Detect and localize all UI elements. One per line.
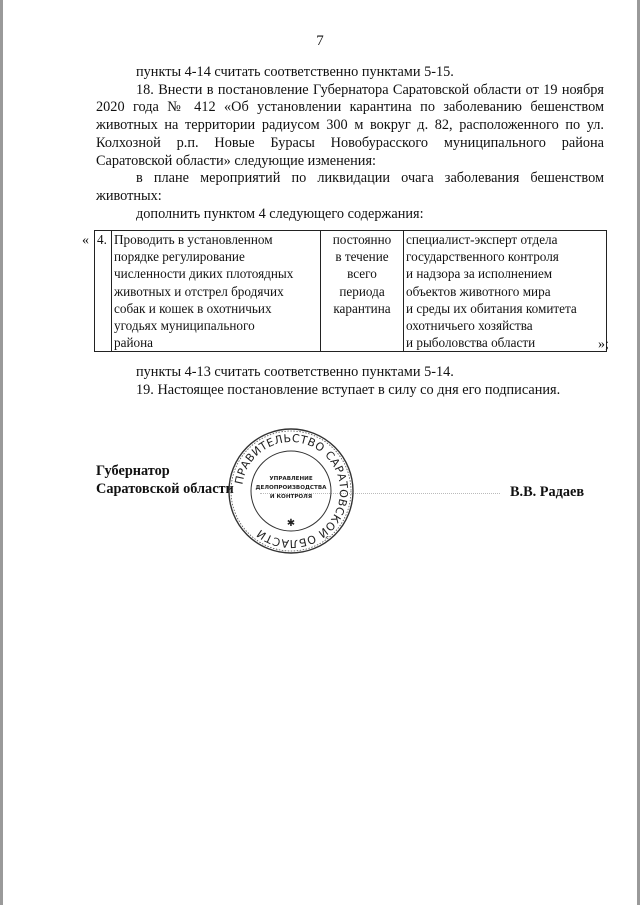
cell-responsible xyxy=(404,231,607,352)
responsible-line: и среды их обитания комитета xyxy=(406,300,577,316)
term-line: в течение xyxy=(335,249,389,265)
description-line: района xyxy=(114,335,154,351)
description-line: животных и отстрел бродячих xyxy=(114,283,284,299)
paragraph-add-item: дополнить пунктом 4 следующего содержания: xyxy=(136,205,424,222)
signatory-title xyxy=(96,463,234,498)
paragraph-renumber-2: пункты 4-13 считать соответственно пунктами 5-14. xyxy=(136,364,454,380)
seal-center-line: ДЕЛОПРОИЗВОДСТВА xyxy=(255,485,327,491)
responsible-line: специалист-эксперт отдела xyxy=(406,232,558,247)
cell-term xyxy=(321,231,404,352)
paragraph-item-19: 19. Настоящее постановление вступает в силу со дня его подписания. xyxy=(136,381,561,398)
table-row xyxy=(95,231,607,352)
paragraph-renumber-1: пункты 4-14 считать соответственно пунктами 5-15. xyxy=(136,64,454,80)
paragraph-plan: в плане мероприятий по ликвидации очага заболевания бешенством животных: xyxy=(96,170,604,204)
responsible-line: объектов животного мира xyxy=(406,283,551,299)
quote-open: « xyxy=(82,233,89,248)
seal-dotted-ring xyxy=(231,431,351,551)
term-line: периода xyxy=(339,283,385,299)
responsible-line: и надзора за исполнением xyxy=(406,266,553,282)
closing-text xyxy=(96,364,604,399)
official-seal xyxy=(226,426,356,556)
description-line: Проводить в установленном xyxy=(114,232,273,247)
quote-close: »; xyxy=(598,337,609,352)
responsible-line: и рыболовства области xyxy=(406,335,536,351)
description-line: порядке регулирование xyxy=(114,249,245,265)
seal-center-line: И КОНТРОЛЯ xyxy=(269,494,313,500)
signatory-name: В.В. Радаев xyxy=(510,484,585,500)
signatory-title-line: Губернатор xyxy=(96,463,170,479)
term-line: всего xyxy=(347,266,377,282)
cell-number: 4. xyxy=(95,231,112,352)
description-line: собак и кошек в охотничьих xyxy=(114,300,272,316)
seal-center-line: УПРАВЛЕНИЕ xyxy=(269,476,313,482)
seal-outer-ring xyxy=(229,429,353,553)
term-line: карантина xyxy=(333,300,391,316)
seal-ring-text: ПРАВИТЕЛЬСТВО САРАТОВСКОЙ ОБЛАСТИ xyxy=(232,431,351,551)
paragraph-item-18: 18. Внести в постановление Губернатора Саратовской области от 19 ноября 2020 года № 412 «Об установлении карантина по заболеванию бешенством животных на территории радиусом 300 м вокруг д. 82, расположенного по ул. Колхозной р.п. Новые Бурасы Новобурасского муниципального района Саратовской области» следующие изменения: xyxy=(96,81,604,169)
measures-table-block xyxy=(80,230,620,354)
scan-edge-left xyxy=(0,0,3,905)
signatory-title-line: Саратовской области xyxy=(96,480,234,497)
seal-star-icon: ✱ xyxy=(286,518,296,529)
responsible-line: государственного контроля xyxy=(406,249,559,265)
responsible-line: охотничьего хозяйства xyxy=(406,318,533,334)
cell-description xyxy=(112,231,321,352)
measures-table xyxy=(94,230,607,352)
description-line: угодьях муниципального xyxy=(114,318,255,334)
page-number: 7 xyxy=(316,33,324,49)
body-text xyxy=(96,64,604,223)
description-line: численности диких плотоядных xyxy=(114,266,294,282)
term-line: постоянно xyxy=(332,232,392,247)
